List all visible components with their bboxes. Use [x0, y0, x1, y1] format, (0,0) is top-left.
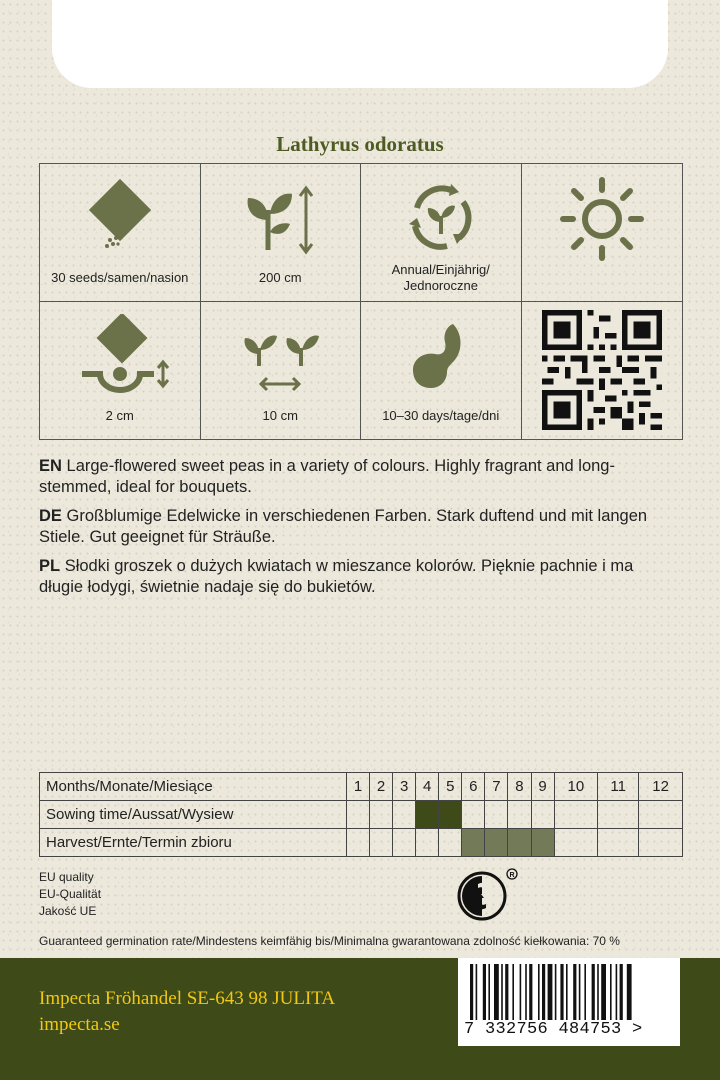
svg-text:R: R	[509, 872, 515, 879]
barcode-bar	[584, 964, 586, 1020]
qr-cell	[522, 302, 683, 440]
description-block	[39, 456, 679, 606]
germination-cell	[361, 302, 522, 440]
months-row	[40, 773, 683, 801]
qr-code-icon	[542, 310, 662, 430]
barcode-bar	[610, 964, 612, 1020]
sowing-cell-11	[598, 801, 639, 829]
lang-code-de: DE	[39, 507, 62, 525]
barcode-bar	[476, 964, 478, 1020]
footer-website[interactable]: impecta.se	[39, 1014, 120, 1035]
lifecycle-label: Annual/Einjährig/ Jednoroczne	[391, 262, 490, 293]
barcode-bars	[468, 964, 672, 1022]
sowing-cell-12	[639, 801, 683, 829]
depth-label: 2 cm	[105, 408, 134, 423]
sowing-cell-6	[462, 801, 485, 829]
barcode-bar	[566, 964, 568, 1020]
month-header-7: 7	[485, 773, 508, 801]
green-dot-recycle-icon	[456, 866, 520, 926]
barcode-bar	[488, 964, 490, 1020]
sowing-cell-5	[439, 801, 462, 829]
barcode-bar	[616, 964, 618, 1020]
height-cell	[201, 164, 362, 302]
full-sun-icon	[557, 174, 647, 264]
annual-cycle-icon	[401, 178, 481, 258]
sowing-cell-8	[508, 801, 531, 829]
barcode-bar	[520, 964, 522, 1020]
months-label: Months/Monate/Miesiące	[40, 773, 347, 801]
spacing-label: 10 cm	[262, 408, 298, 423]
barcode-bar	[542, 964, 545, 1020]
germination-label: 10–30 days/tage/dni	[382, 408, 500, 423]
sowing-cell-7	[485, 801, 508, 829]
harvest-label: Harvest/Ernte/Termin zbioru	[40, 829, 347, 857]
barcode-bar	[597, 964, 599, 1020]
eu-quality-en: EU quality	[39, 870, 94, 884]
harvest-cell-12	[639, 829, 683, 857]
month-header-10: 10	[554, 773, 598, 801]
harvest-cell-6	[462, 829, 485, 857]
description-pl-text: Słodki groszek o dużych kwiatach w mieszance kolorów. Pięknie pachnie i ma długie łodygi, świetnie nadaje się do bukietów.	[39, 557, 634, 596]
germination-sprout-icon	[401, 318, 481, 398]
depth-cell	[40, 302, 201, 440]
harvest-cell-2	[370, 829, 393, 857]
sowing-depth-icon	[70, 314, 170, 394]
harvest-cell-4	[416, 829, 439, 857]
description-en-text: Large-flowered sweet peas in a variety of colours. Highly fragrant and long-stemmed, ideal for bouquets.	[39, 457, 615, 496]
description-en	[39, 456, 679, 498]
sowing-calendar	[39, 772, 683, 857]
barcode-bar	[592, 964, 595, 1020]
harvest-cell-9	[531, 829, 554, 857]
barcode-bar	[579, 964, 581, 1020]
barcode-bar	[573, 964, 576, 1020]
barcode-bar	[620, 964, 623, 1020]
lang-code-en: EN	[39, 457, 62, 475]
seeds-label: 30 seeds/samen/nasion	[51, 270, 189, 285]
harvest-cell-3	[393, 829, 416, 857]
eu-quality-de: EU-Qualität	[39, 887, 102, 901]
barcode-bar	[560, 964, 563, 1020]
month-header-3: 3	[393, 773, 416, 801]
barcode-bar	[627, 964, 632, 1020]
month-header-12: 12	[639, 773, 683, 801]
month-header-11: 11	[598, 773, 639, 801]
seeds-icon	[80, 178, 160, 258]
plant-spacing-icon	[235, 320, 325, 400]
barcode-bar	[525, 964, 527, 1020]
icon-grid	[39, 163, 683, 440]
lifecycle-cell	[361, 164, 522, 302]
month-header-1: 1	[347, 773, 370, 801]
sowing-cell-9	[531, 801, 554, 829]
barcode-bar	[483, 964, 486, 1020]
sun-cell	[522, 164, 683, 302]
sowing-cell-3	[393, 801, 416, 829]
germination-rate: Guaranteed germination rate/Mindestens keimfähig bis/Minimalna gwarantowana zdolność kiełkowania: 70 %	[39, 934, 620, 948]
latin-name: Lathyrus odoratus	[276, 132, 444, 156]
harvest-cell-5	[439, 829, 462, 857]
seeds-cell	[40, 164, 201, 302]
harvest-row	[40, 829, 683, 857]
barcode-bar	[494, 964, 499, 1020]
sowing-label: Sowing time/Aussat/Wysiew	[40, 801, 347, 829]
hanger-cutout	[52, 0, 668, 88]
sowing-cell-10	[554, 801, 598, 829]
harvest-cell-7	[485, 829, 508, 857]
harvest-cell-11	[598, 829, 639, 857]
eu-quality-block	[39, 869, 101, 920]
barcode-bar	[538, 964, 540, 1020]
barcode-bar	[512, 964, 514, 1020]
description-de	[39, 506, 679, 548]
lang-code-pl: PL	[39, 557, 61, 575]
barcode	[458, 958, 680, 1046]
barcode-bar	[601, 964, 606, 1020]
harvest-cell-1	[347, 829, 370, 857]
sowing-row	[40, 801, 683, 829]
description-de-text: Großblumige Edelwicke in verschiedenen Farben. Stark duftend und mit langen Stiele. Gut geeignet für Sträuße.	[39, 507, 648, 546]
harvest-cell-8	[508, 829, 531, 857]
month-header-4: 4	[416, 773, 439, 801]
barcode-bar	[548, 964, 553, 1020]
barcode-bar	[501, 964, 503, 1020]
eu-quality-pl: Jakość UE	[39, 904, 97, 918]
sowing-cell-1	[347, 801, 370, 829]
month-header-9: 9	[531, 773, 554, 801]
barcode-bar	[470, 964, 473, 1020]
barcode-bar	[529, 964, 532, 1020]
spacing-cell	[201, 302, 362, 440]
plant-height-icon	[240, 180, 320, 260]
month-header-5: 5	[439, 773, 462, 801]
month-header-8: 8	[508, 773, 531, 801]
sowing-cell-2	[370, 801, 393, 829]
barcode-number: 7 332756 484753 >	[464, 1020, 643, 1039]
barcode-bar	[505, 964, 508, 1020]
footer-address: Impecta Fröhandel SE-643 98 JULITA	[39, 988, 336, 1009]
description-pl	[39, 556, 679, 598]
height-label: 200 cm	[258, 270, 302, 285]
month-header-6: 6	[462, 773, 485, 801]
sowing-cell-4	[416, 801, 439, 829]
month-header-2: 2	[370, 773, 393, 801]
barcode-bar	[555, 964, 557, 1020]
harvest-cell-10	[554, 829, 598, 857]
